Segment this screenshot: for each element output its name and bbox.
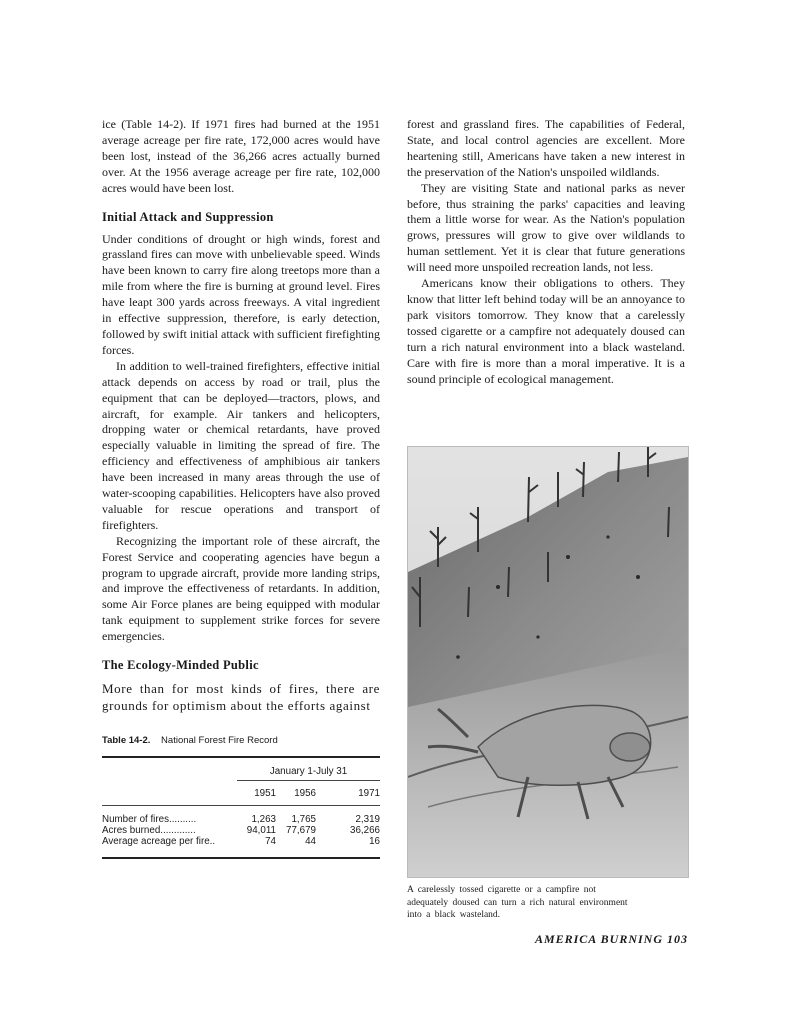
heading-ecology: The Ecology-Minded Public	[102, 658, 259, 673]
paragraph-obligations: Americans know their obligations to others. They know that litter left behind today will be an annoyance to park visitors tomorrow. They know that a carelessly tossed cigarette or a campfire not adequately doused can turn a rich natural environment into a black wasteland. Care with fire is more than a moral imperative. It is a sound principle of ecological management.	[407, 276, 685, 386]
row-leader-dots: .............	[160, 825, 196, 837]
table-title: National Forest Fire Record	[161, 735, 278, 747]
table-cell: 36,266	[350, 825, 380, 837]
table-cell: 44	[305, 836, 316, 848]
paragraph-conditions: Under conditions of drought or high winds, forest and grassland fires can move with unbelievable speed. Winds have been known to carry fire along treetops more than a mile from where the fire is burning at ground level. Fires have leapt 300 yards across freeways. A vital ingredient in effective suppression, therefore, is early detection, followed by swift initial attack with sufficient firefighting forces.	[102, 231, 380, 357]
heading-initial-attack: Initial Attack and Suppression	[102, 209, 274, 224]
table-cell: 1,765	[291, 814, 316, 826]
table-cell: 77,679	[286, 825, 316, 837]
table-cell: 74	[265, 836, 276, 848]
table-cell: 1,263	[251, 814, 276, 826]
table-row	[102, 836, 380, 847]
paragraph-optimism: More than for most kinds of fires, there are grounds for optimism about the efforts against	[102, 681, 380, 714]
table-label: Table 14-2.	[102, 735, 151, 747]
year-header: 1971	[358, 788, 380, 800]
paragraph-capabilities: forest and grassland fires. The capabilities of Federal, State, and local control agencies are excellent. More heartening still, Americans have taken a new interest in the preservation of the Nation's unspoiled wildlands.	[407, 117, 685, 179]
left-column	[102, 117, 380, 859]
page-footer: AMERICA BURNING 103	[534, 932, 688, 946]
table-cell: 94,011	[246, 825, 276, 837]
table-bottom-rule	[102, 857, 380, 859]
year-header: 1951	[254, 788, 276, 800]
row-label: Number of fires	[102, 814, 169, 826]
photo-caption: A carelessly tossed cigarette or a campfire not adequately doused can turn a rich natural environment into a black wasteland.	[407, 885, 628, 920]
table-caption	[102, 735, 380, 746]
burned-hillside-illustration	[408, 447, 688, 877]
fire-record-table-block	[102, 735, 380, 859]
paragraph-firefighters: In addition to well-trained firefighters, effective initial attack depends on access by road or trail, plus the equipment that can be deployed—tractors, plows, and aircraft, for example. Air tankers and helicopters, dropping water or chemical retardants, have proved especially valuable in limiting the spread of fire. The efficiency and effectiveness of amphibious air tankers have been increased in many areas through the use of water-scooping capabilities. Helicopters have also proved valuable for rescue operations and transport of firefighters.	[102, 358, 380, 532]
paragraph-aircraft: Recognizing the important role of these aircraft, the Forest Service and cooperating agencies have begun a program to upgrade aircraft, provide more landing strips, and improve the effectiveness of retardants. In addition, some Air Force planes are being equipped with modular tank equipment to supplement strike forces for severe emergencies.	[102, 533, 380, 644]
intro-paragraph: ice (Table 14-2). If 1971 fires had burned at the 1951 average acreage per fire rate, 172,000 acres would have been lost, instead of the 36,266 acres actually burned over. At the 1956 average acreage per fire rate, 102,000 acres would have been lost.	[102, 117, 380, 195]
year-header: 1956	[294, 788, 316, 800]
burned-hillside-photo	[407, 446, 689, 878]
paragraph-visiting: They are visiting State and national parks as never before, thus straining the parks' capacities and leaving them a little worse for wear. As the Nation's population grows, pressures will grow to give over wildlands to human settlement. Yet it is clear that future generations will need more unspoiled recreation lands, not less.	[407, 180, 685, 275]
row-leader-dots: ..........	[168, 814, 197, 826]
table-cell: 2,319	[355, 814, 380, 826]
fire-record-table	[102, 758, 380, 857]
row-label: Average acreage per fire	[102, 836, 210, 848]
row-label: Acres burned	[102, 825, 161, 837]
right-column	[407, 117, 685, 387]
span-header: January 1-July 31	[237, 758, 380, 781]
table-row	[102, 825, 380, 836]
table-row	[102, 814, 380, 825]
table-cell: 16	[369, 836, 380, 848]
row-leader-dots: ..	[209, 836, 216, 848]
